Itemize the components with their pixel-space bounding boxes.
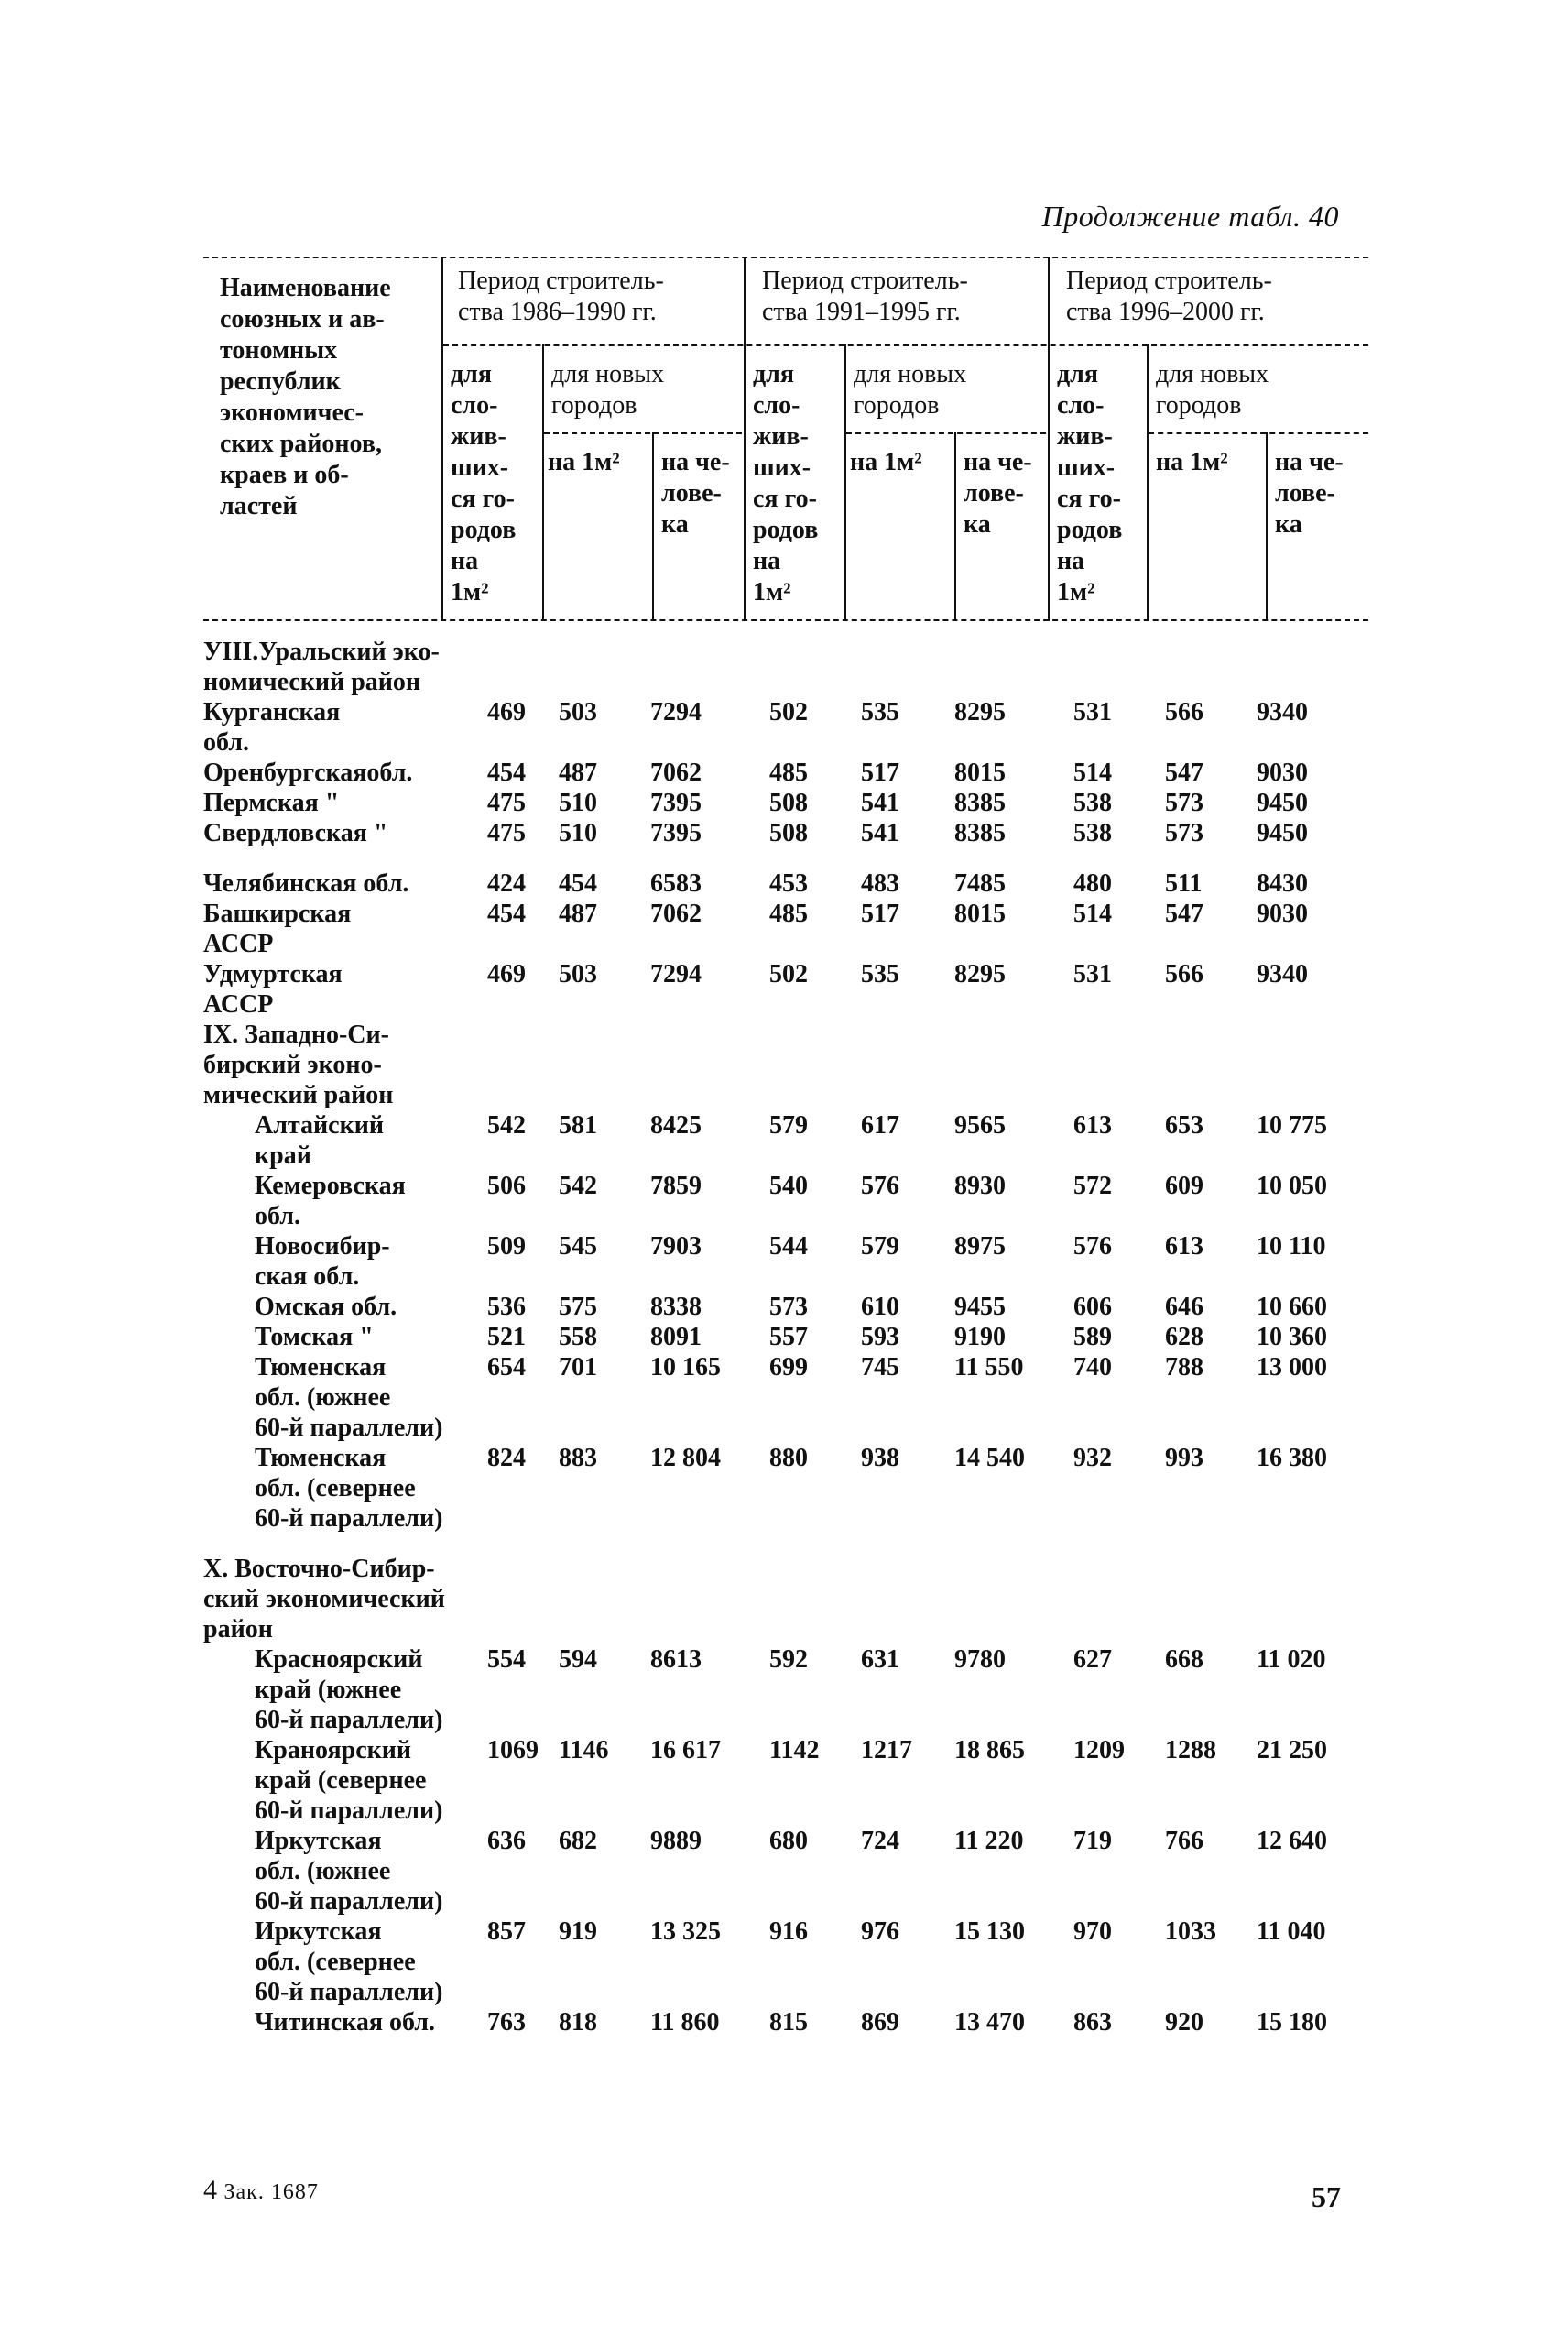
- header-divider: [744, 257, 746, 621]
- value-cell: 7294: [650, 698, 702, 726]
- region-name: Иркутская обл. (южнее 60-й параллели): [255, 1827, 443, 1916]
- value-cell: 453: [769, 869, 808, 898]
- table-header: [203, 257, 1368, 623]
- value-cell: 572: [1073, 1172, 1112, 1200]
- value-cell: 13 000: [1257, 1353, 1327, 1381]
- value-cell: 8385: [954, 819, 1006, 847]
- value-cell: 573: [769, 1293, 808, 1321]
- table-row: [203, 868, 1357, 899]
- section-row: [203, 1020, 1357, 1110]
- value-cell: 475: [487, 789, 526, 817]
- value-cell: 576: [861, 1172, 899, 1200]
- value-cell: 579: [861, 1232, 899, 1261]
- value-cell: 636: [487, 1827, 526, 1855]
- table-row: [203, 1826, 1357, 1916]
- value-cell: 745: [861, 1353, 899, 1381]
- value-cell: 517: [861, 900, 899, 928]
- value-cell: 880: [769, 1444, 808, 1472]
- region-name: Пермская ": [203, 789, 340, 817]
- region-name: Оренбургскаяобл.: [203, 759, 413, 787]
- value-cell: 10 660: [1257, 1293, 1327, 1321]
- header-period-1996-2000: Период строитель- ства 1996–2000 гг.: [1066, 267, 1272, 326]
- header-existing-cities: для сло- жив- ших- ся го- родов на 1м²: [451, 360, 517, 606]
- value-cell: 11 040: [1257, 1917, 1326, 1946]
- section-row: [203, 637, 1357, 697]
- region-name: Красноярский край (южнее 60-й параллели): [255, 1645, 443, 1734]
- value-cell: 6583: [650, 869, 702, 898]
- value-cell: 9030: [1257, 900, 1308, 928]
- region-name: Алтайский край: [255, 1111, 384, 1170]
- value-cell: 11 860: [650, 2008, 720, 2037]
- header-per-person: на че- лове- ка: [964, 448, 1032, 539]
- value-cell: 818: [559, 2008, 597, 2037]
- value-cell: 454: [487, 900, 526, 928]
- header-subrule: [846, 432, 1046, 434]
- header-divider: [1048, 257, 1050, 621]
- value-cell: 521: [487, 1323, 526, 1351]
- value-cell: 566: [1165, 960, 1203, 988]
- value-cell: 699: [769, 1353, 808, 1381]
- table-row: [203, 959, 1357, 1020]
- value-cell: 424: [487, 869, 526, 898]
- value-cell: 766: [1165, 1827, 1203, 1855]
- value-cell: 10 165: [650, 1353, 721, 1381]
- value-cell: 8295: [954, 698, 1006, 726]
- value-cell: 510: [559, 819, 597, 847]
- region-name: Свердловская ": [203, 819, 388, 847]
- value-cell: 7294: [650, 960, 702, 988]
- header-divider: [652, 432, 654, 621]
- header-per-person: на че- лове- ка: [1275, 448, 1344, 539]
- value-cell: 506: [487, 1172, 526, 1200]
- value-cell: 9340: [1257, 960, 1308, 988]
- value-cell: 920: [1165, 2008, 1203, 2037]
- value-cell: 9450: [1257, 819, 1308, 847]
- table-row: [203, 1352, 1357, 1443]
- section-title: Х. Восточно-Сибир- ский экономический район: [203, 1555, 445, 1643]
- value-cell: 18 865: [954, 1736, 1025, 1764]
- value-cell: 1217: [861, 1736, 912, 1764]
- section-title: УIII.Уральский эко- номический район: [203, 638, 440, 696]
- header-divider: [1147, 344, 1149, 621]
- value-cell: 540: [769, 1172, 808, 1200]
- header-divider: [954, 432, 956, 621]
- signature-number: 4: [203, 2175, 217, 2205]
- value-cell: 508: [769, 789, 808, 817]
- region-name: Кемеровская обл.: [255, 1172, 406, 1230]
- value-cell: 606: [1073, 1293, 1112, 1321]
- header-period-1986-1990: Период строитель- ства 1986–1990 гг.: [458, 267, 664, 326]
- section-title: IX. Западно-Си- бирский эконо- мический район: [203, 1021, 394, 1109]
- value-cell: 511: [1165, 869, 1203, 898]
- value-cell: 517: [861, 759, 899, 787]
- value-cell: 469: [487, 960, 526, 988]
- value-cell: 503: [559, 960, 597, 988]
- value-cell: 9780: [954, 1645, 1006, 1674]
- value-cell: 788: [1165, 1353, 1203, 1381]
- value-cell: 993: [1165, 1444, 1203, 1472]
- value-cell: 9340: [1257, 698, 1308, 726]
- value-cell: 538: [1073, 819, 1112, 847]
- value-cell: 8613: [650, 1645, 702, 1674]
- header-per-m2: на 1м²: [548, 448, 620, 476]
- value-cell: 11 550: [954, 1353, 1024, 1381]
- value-cell: 1209: [1073, 1736, 1125, 1764]
- region-name: Читинская обл.: [255, 2008, 435, 2037]
- value-cell: 485: [769, 900, 808, 928]
- value-cell: 740: [1073, 1353, 1112, 1381]
- value-cell: 509: [487, 1232, 526, 1261]
- table-row: [203, 1735, 1357, 1826]
- value-cell: 682: [559, 1827, 597, 1855]
- value-cell: 938: [861, 1444, 899, 1472]
- value-cell: 10 050: [1257, 1172, 1327, 1200]
- region-name: Башкирская АССР: [203, 900, 352, 958]
- value-cell: 7903: [650, 1232, 702, 1261]
- region-name: Курганская обл.: [203, 698, 341, 757]
- value-cell: 541: [861, 789, 899, 817]
- value-cell: 535: [861, 960, 899, 988]
- value-cell: 576: [1073, 1232, 1112, 1261]
- value-cell: 557: [769, 1323, 808, 1351]
- value-cell: 11 220: [954, 1827, 1024, 1855]
- value-cell: 815: [769, 2008, 808, 2037]
- value-cell: 541: [861, 819, 899, 847]
- value-cell: 535: [861, 698, 899, 726]
- value-cell: 531: [1073, 698, 1112, 726]
- value-cell: 15 180: [1257, 2008, 1327, 2037]
- value-cell: 857: [487, 1917, 526, 1946]
- value-cell: 503: [559, 698, 597, 726]
- value-cell: 514: [1073, 900, 1112, 928]
- value-cell: 1033: [1165, 1917, 1216, 1946]
- value-cell: 646: [1165, 1293, 1203, 1321]
- value-cell: 573: [1165, 789, 1203, 817]
- table-row: [203, 818, 1357, 848]
- region-name: Иркутская обл. (севернее 60-й параллели): [255, 1917, 443, 2006]
- header-new-cities: для новых городов: [551, 360, 665, 420]
- header-divider: [441, 257, 443, 621]
- table-row: [203, 1916, 1357, 2007]
- value-cell: 566: [1165, 698, 1203, 726]
- value-cell: 609: [1165, 1172, 1203, 1200]
- value-cell: 487: [559, 759, 597, 787]
- header-divider: [542, 344, 544, 621]
- value-cell: 11 020: [1257, 1645, 1326, 1674]
- value-cell: 16 617: [650, 1736, 721, 1764]
- value-cell: 8430: [1257, 869, 1308, 898]
- value-cell: 547: [1165, 759, 1203, 787]
- value-cell: 653: [1165, 1111, 1203, 1140]
- value-cell: 824: [487, 1444, 526, 1472]
- region-name: Новосибир- ская обл.: [255, 1232, 390, 1291]
- region-name: Челябинская обл.: [203, 869, 409, 898]
- table-row: [203, 788, 1357, 818]
- header-divider: [844, 344, 846, 621]
- value-cell: 9889: [650, 1827, 702, 1855]
- header-divider: [1266, 432, 1268, 621]
- header-new-cities: для новых городов: [854, 360, 967, 420]
- value-cell: 14 540: [954, 1444, 1025, 1472]
- region-name: Удмуртская АССР: [203, 960, 343, 1019]
- value-cell: 10 775: [1257, 1111, 1327, 1140]
- value-cell: 9565: [954, 1111, 1006, 1140]
- value-cell: 531: [1073, 960, 1112, 988]
- value-cell: 594: [559, 1645, 597, 1674]
- region-name: Омская обл.: [255, 1293, 397, 1321]
- value-cell: 21 250: [1257, 1736, 1327, 1764]
- header-name-column: Наименование союзных и ав- тономных республик экономичес- ских районов, краев и об- ластей: [220, 274, 391, 520]
- value-cell: 7062: [650, 900, 702, 928]
- value-cell: 617: [861, 1111, 899, 1140]
- header-new-cities: для новых городов: [1156, 360, 1269, 420]
- value-cell: 1288: [1165, 1736, 1216, 1764]
- value-cell: 7062: [650, 759, 702, 787]
- value-cell: 483: [861, 869, 899, 898]
- value-cell: 627: [1073, 1645, 1112, 1674]
- section-row: [203, 1554, 1357, 1644]
- region-name: Краноярский край (севернее 60-й параллели): [255, 1736, 443, 1825]
- value-cell: 7859: [650, 1172, 702, 1200]
- value-cell: 1069: [487, 1736, 539, 1764]
- table-row: [203, 1292, 1357, 1322]
- value-cell: 454: [559, 869, 597, 898]
- value-cell: 8385: [954, 789, 1006, 817]
- value-cell: 916: [769, 1917, 808, 1946]
- value-cell: 7485: [954, 869, 1006, 898]
- table-caption: Продолжение табл. 40: [1041, 200, 1339, 233]
- row-spacer: [203, 1534, 1357, 1554]
- value-cell: 581: [559, 1111, 597, 1140]
- value-cell: 8015: [954, 900, 1006, 928]
- page-number: 57: [1312, 2180, 1341, 2213]
- value-cell: 593: [861, 1323, 899, 1351]
- table-row: [203, 2007, 1357, 2037]
- header-per-person: на че- лове- ка: [661, 448, 730, 539]
- value-cell: 508: [769, 819, 808, 847]
- value-cell: 573: [1165, 819, 1203, 847]
- header-subrule: [1149, 432, 1368, 434]
- value-cell: 545: [559, 1232, 597, 1261]
- value-cell: 970: [1073, 1917, 1112, 1946]
- table-row: [203, 1110, 1357, 1171]
- value-cell: 547: [1165, 900, 1203, 928]
- value-cell: 538: [1073, 789, 1112, 817]
- print-order-number: Зак. 1687: [223, 2180, 319, 2204]
- value-cell: 8930: [954, 1172, 1006, 1200]
- value-cell: 9450: [1257, 789, 1308, 817]
- value-cell: 514: [1073, 759, 1112, 787]
- value-cell: 544: [769, 1232, 808, 1261]
- value-cell: 8295: [954, 960, 1006, 988]
- header-existing-cities: для сло- жив- ших- ся го- родов на 1м²: [753, 360, 819, 606]
- value-cell: 7395: [650, 789, 702, 817]
- value-cell: 536: [487, 1293, 526, 1321]
- header-per-m2: на 1м²: [850, 448, 922, 476]
- value-cell: 8015: [954, 759, 1006, 787]
- value-cell: 558: [559, 1323, 597, 1351]
- value-cell: 542: [487, 1111, 526, 1140]
- value-cell: 631: [861, 1645, 899, 1674]
- header-top-rule: [203, 257, 1368, 258]
- value-cell: 542: [559, 1172, 597, 1200]
- value-cell: 502: [769, 960, 808, 988]
- spacer-cell: [203, 1534, 1357, 1554]
- value-cell: 976: [861, 1917, 899, 1946]
- value-cell: 15 130: [954, 1917, 1025, 1946]
- value-cell: 16 380: [1257, 1444, 1327, 1472]
- value-cell: 628: [1165, 1323, 1203, 1351]
- table-row: [203, 1231, 1357, 1292]
- spacer-cell: [203, 848, 1357, 868]
- header-subrule: [443, 344, 1368, 346]
- value-cell: 7395: [650, 819, 702, 847]
- header-subrule: [544, 432, 742, 434]
- value-cell: 554: [487, 1645, 526, 1674]
- value-cell: 883: [559, 1444, 597, 1472]
- value-cell: 12 640: [1257, 1827, 1327, 1855]
- value-cell: 610: [861, 1293, 899, 1321]
- value-cell: 869: [861, 2008, 899, 2037]
- value-cell: 575: [559, 1293, 597, 1321]
- value-cell: 9190: [954, 1323, 1006, 1351]
- value-cell: 763: [487, 2008, 526, 2037]
- table-row: [203, 697, 1357, 758]
- value-cell: 9455: [954, 1293, 1006, 1321]
- value-cell: 919: [559, 1917, 597, 1946]
- value-cell: 579: [769, 1111, 808, 1140]
- row-spacer: [203, 848, 1357, 868]
- value-cell: 454: [487, 759, 526, 787]
- value-cell: 13 325: [650, 1917, 721, 1946]
- table-row: [203, 1322, 1357, 1352]
- value-cell: 8425: [650, 1111, 702, 1140]
- value-cell: 701: [559, 1353, 597, 1381]
- region-name: Томская ": [255, 1323, 374, 1351]
- value-cell: 10 110: [1257, 1232, 1326, 1261]
- value-cell: 475: [487, 819, 526, 847]
- value-cell: 863: [1073, 2008, 1112, 2037]
- value-cell: 8338: [650, 1293, 702, 1321]
- value-cell: 613: [1165, 1232, 1203, 1261]
- value-cell: 487: [559, 900, 597, 928]
- value-cell: 10 360: [1257, 1323, 1327, 1351]
- value-cell: 613: [1073, 1111, 1112, 1140]
- table-row: [203, 899, 1357, 959]
- header-bottom-rule: [203, 619, 1368, 621]
- value-cell: 589: [1073, 1323, 1112, 1351]
- value-cell: 8091: [650, 1323, 702, 1351]
- region-name: Тюменская обл. (южнее 60-й параллели): [255, 1353, 443, 1442]
- value-cell: 680: [769, 1827, 808, 1855]
- value-cell: 469: [487, 698, 526, 726]
- value-cell: 719: [1073, 1827, 1112, 1855]
- value-cell: 485: [769, 759, 808, 787]
- value-cell: 1146: [559, 1736, 609, 1764]
- value-cell: 9030: [1257, 759, 1308, 787]
- value-cell: 654: [487, 1353, 526, 1381]
- value-cell: 510: [559, 789, 597, 817]
- value-cell: 1142: [769, 1736, 820, 1764]
- value-cell: 502: [769, 698, 808, 726]
- table-row: [203, 758, 1357, 788]
- value-cell: 592: [769, 1645, 808, 1674]
- value-cell: 724: [861, 1827, 899, 1855]
- printer-mark: [203, 2175, 319, 2206]
- value-cell: 480: [1073, 869, 1112, 898]
- table-row: [203, 1443, 1357, 1534]
- value-cell: 12 804: [650, 1444, 721, 1472]
- header-period-1991-1995: Период строитель- ства 1991–1995 гг.: [762, 267, 968, 326]
- table-row: [203, 1171, 1357, 1231]
- data-table: [203, 637, 1357, 2037]
- value-cell: 8975: [954, 1232, 1006, 1261]
- table-row: [203, 1644, 1357, 1735]
- value-cell: 13 470: [954, 2008, 1025, 2037]
- value-cell: 668: [1165, 1645, 1203, 1674]
- header-existing-cities: для сло- жив- ших- ся го- родов на 1м²: [1057, 360, 1123, 606]
- header-per-m2: на 1м²: [1156, 448, 1228, 476]
- region-name: Тюменская обл. (севернее 60-й параллели): [255, 1444, 443, 1533]
- value-cell: 932: [1073, 1444, 1112, 1472]
